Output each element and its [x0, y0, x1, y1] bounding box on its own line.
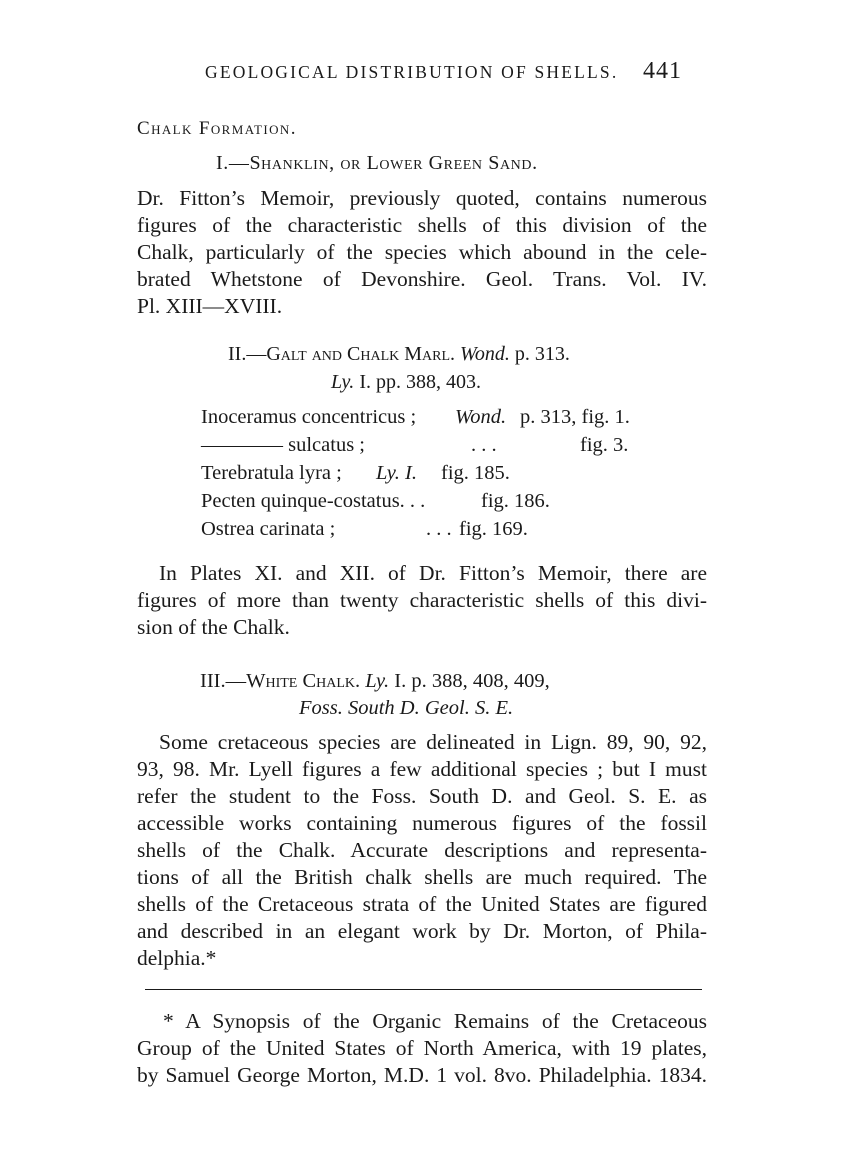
heading-text: II.—Galt and Chalk Marl. — [228, 343, 456, 365]
species-ref: . . . — [471, 434, 497, 456]
paragraph-line: delphia.* — [137, 946, 217, 970]
species-ref: Wond. — [455, 406, 507, 428]
paragraph-line: sion of the Chalk. — [137, 615, 290, 639]
subsection-heading-3 — [200, 670, 550, 693]
paragraph-3 — [137, 729, 707, 979]
footnote — [137, 1008, 707, 1098]
paragraph-line: accessible works containing numerous figures of the fossil — [137, 811, 707, 835]
species-fig: p. 313, fig. 1. — [520, 406, 630, 428]
paragraph-2 — [137, 560, 707, 650]
heading-ref: Wond. — [460, 343, 510, 365]
species-name: Terebratula lyra ; — [201, 462, 342, 484]
paragraph-line: Pl. XIII—XVIII. — [137, 294, 283, 318]
species-fig: fig. 3. — [580, 434, 629, 456]
subsection-heading-1: I.—Shanklin, or Lower Green Sand. — [216, 152, 538, 174]
footnote-line: Group of the United States of North America, with 19 plates, — [137, 1036, 707, 1060]
heading-ref: Ly. — [331, 371, 355, 393]
species-fig: fig. 169. — [459, 518, 528, 540]
paragraph-line: 93, 98. Mr. Lyell figures a few additional species ; but I must — [137, 757, 707, 781]
subsection-heading-2-line-2 — [331, 371, 481, 394]
heading-ref-tail: I. pp. 388, 403. — [359, 371, 481, 393]
paragraph-line: Some cretaceous species are delineated in Lign. 89, 90, 92, — [159, 730, 707, 754]
subsection-heading-3-line-2 — [299, 697, 513, 720]
species-fig: fig. 186. — [481, 490, 550, 512]
heading-ref: Ly. — [365, 670, 390, 692]
species-name: ———— sulcatus ; — [201, 434, 365, 456]
footnote-rule — [145, 989, 702, 990]
heading-ref-tail: p. 313. — [514, 343, 570, 365]
species-ref: . . . — [426, 518, 452, 540]
heading-text: III.—White Chalk. — [200, 670, 361, 692]
species-name: Ostrea carinata ; — [201, 518, 336, 540]
paragraph-line: tions of all the British chalk shells are much required. The — [137, 865, 707, 889]
footnote-line: by Samuel George Morton, M.D. 1 vol. 8vo. Philadelphia. 1834. — [137, 1063, 707, 1087]
paragraph-line: figures of the characteristic shells of this division of the — [137, 213, 707, 237]
footnote-line: * A Synopsis of the Organic Remains of the Cretaceous — [163, 1009, 707, 1033]
paragraph-1 — [137, 185, 707, 325]
paragraph-line: Dr. Fitton’s Memoir, previously quoted, contains numerous — [137, 186, 707, 210]
paragraph-line: shells of the Cretaceous strata of the United States are figured — [137, 892, 707, 916]
species-name: Pecten quinque-costatus. . . — [201, 490, 426, 512]
paragraph-line: refer the student to the Foss. South D. and Geol. S. E. as — [137, 784, 707, 808]
paragraph-line: Chalk, particularly of the species which abound in the cele- — [137, 240, 707, 264]
running-head: GEOLOGICAL DISTRIBUTION OF SHELLS. — [205, 62, 619, 82]
subsection-heading-2 — [228, 343, 570, 366]
paragraph-line: In Plates XI. and XII. of Dr. Fitton’s Memoir, there are — [159, 561, 707, 585]
paragraph-line: and described in an elegant work by Dr. Morton, of Phila- — [137, 919, 707, 943]
page-number: 441 — [643, 58, 682, 84]
paragraph-line: figures of more than twenty characteristic shells of this divi- — [137, 588, 707, 612]
species-ref: Ly. I. — [376, 462, 417, 484]
species-fig: fig. 185. — [441, 462, 510, 484]
species-name: Inoceramus concentricus ; — [201, 406, 417, 428]
paragraph-line: brated Whetstone of Devonshire. Geol. Trans. Vol. IV. — [137, 267, 707, 291]
heading-ref: Foss. South D. Geol. S. E. — [299, 697, 514, 719]
section-title: Chalk Formation. — [137, 118, 297, 139]
paragraph-line: shells of the Chalk. Accurate descriptions and representa- — [137, 838, 707, 862]
heading-ref-tail: I. p. 388, 408, 409, — [394, 670, 550, 692]
